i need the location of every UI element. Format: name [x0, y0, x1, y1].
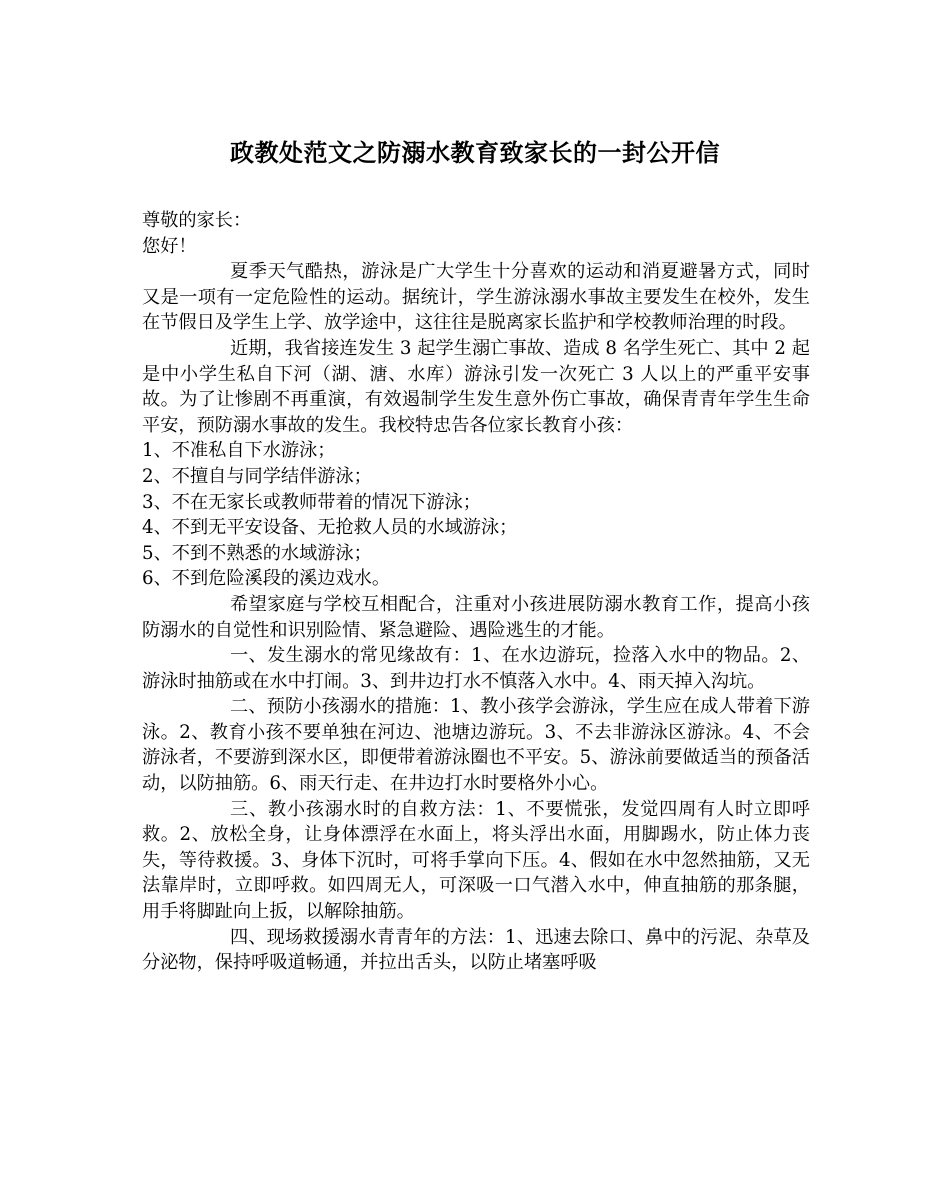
- rule-item: 6、不到危险溪段的溪边戏水。: [142, 568, 391, 590]
- rule-item: 3、不在无家长或教师带着的情况下游泳；: [142, 491, 481, 513]
- rule-item: 4、不到无平安设备、无抢救人员的水域游泳；: [142, 517, 518, 539]
- paragraph: 夏季天气酷热，游泳是广大学生十分喜欢的运动和消夏避暑方式，同时又是一项有一定危险性的运动。据统计，学生游泳溺水事故主要发生在校外，发生在节假日及学生上学、放学途中，这往往是脱离家长监护和学校教师治理的时段。: [142, 261, 810, 334]
- section-paragraph: 一、发生溺水的常见缘故有：1、在水边游玩，捡落入水中的物品。2、游泳时抽筋或在水中打闹。3、到井边打水不慎落入水中。4、雨天掉入沟坑。: [142, 645, 810, 692]
- paragraph: 近期，我省接连发生 3 起学生溺亡事故、造成 8 名学生死亡、其中 2 起是中小学生私自下河（湖、溏、水库）游泳引发一次死亡 3 人以上的严重平安事故。为了让惨剧不再重演，有效遏制学生发生意外伤亡事故，确保青青年学生生命平安，预防溺水事故的发生。我校特忠告各位家长教育小孩：: [142, 337, 810, 436]
- greeting: 您好！: [142, 235, 197, 257]
- rule-item: 1、不准私自下水游泳；: [142, 440, 336, 462]
- section-paragraph: 希望家庭与学校互相配合，注重对小孩进展防溺水教育工作，提高小孩防溺水的自觉性和识别险情、紧急避险、遇险逃生的才能。: [142, 593, 810, 641]
- rule-item: 5、不到不熟悉的水域游泳；: [142, 542, 372, 564]
- document-body: [142, 208, 810, 976]
- document-title: 政教处范文之防溺水教育致家长的一封公开信: [230, 138, 720, 167]
- section-paragraph: 二、预防小孩溺水的措施：1、教小孩学会游泳，学生应在成人带着下游泳。2、教育小孩不要单独在河边、池塘边游玩。3、不去非游泳区游泳。4、不会游泳者，不要游到深水区，即便带着游泳圈也不平安。5、游泳前要做适当的预备活动，以防抽筋。6、雨天行走、在井边打水时要格外小心。: [142, 696, 810, 795]
- rule-item: 2、不擅自与同学结伴游泳；: [142, 465, 372, 487]
- section-paragraph: 三、教小孩溺水时的自救方法：1、不要慌张，发觉四周有人时立即呼救。2、放松全身，让身体漂浮在水面上，将头浮出水面，用脚踢水，防止体力丧失，等待救援。3、身体下沉时，可将手掌向下压。4、假如在水中忽然抽筋，又无法靠岸时，立即呼救。如四周无人，可深吸一口气潜入水中，伸直抽筋的那条腿，用手将脚趾向上扳，以解除抽筋。: [142, 798, 810, 923]
- salutation: 尊敬的家长：: [142, 210, 252, 231]
- section-paragraph: 四、现场救援溺水青青年的方法：1、迅速去除口、鼻中的污泥、杂草及分泌物，保持呼吸道畅通，并拉出舌头，以防止堵塞呼吸: [142, 926, 810, 974]
